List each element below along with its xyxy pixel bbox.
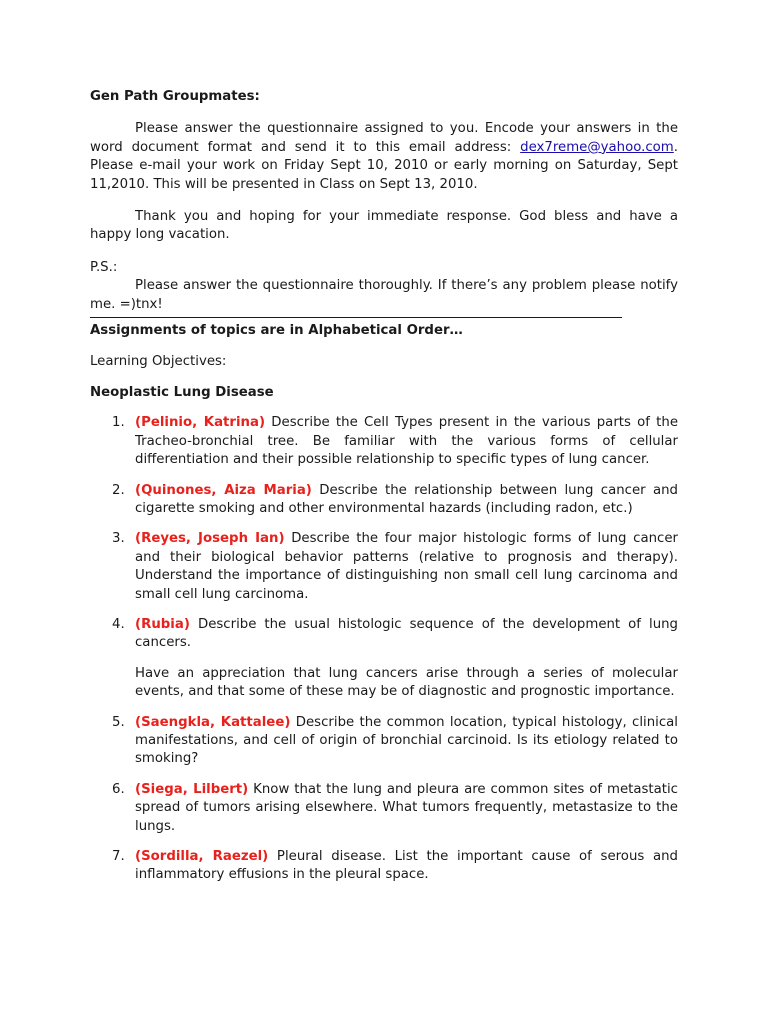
assignment-item — [90, 530, 678, 604]
item-number: 7. — [112, 849, 125, 864]
assignment-text: Describe the four major histologic forms of lung cancer and their biological behavior patterns (relative to prognosis and therapy). Understand the importance of distinguishing non small cell lung carcinoma and small cell lung carcinoma. — [135, 531, 678, 602]
assignment-item — [90, 616, 678, 702]
ps-label: P.S.: — [90, 259, 118, 275]
thanks-paragraph: Thank you and hoping for your immediate response. God bless and have a happy long vacation. — [90, 209, 678, 243]
assignment-text: Describe the common location, typical histology, clinical manifestations, and cell of origin of bronchial carcinoid. Is its etiology related to smoking? — [135, 714, 678, 767]
intro-text-before: Please answer the questionnaire assigned to you. Encode your answers in the word document format and send it to this email address: — [90, 121, 678, 155]
item-number: 6. — [112, 781, 125, 797]
assignee-name: (Siega, Lilbert) — [135, 781, 249, 797]
objectives-label: Learning Objectives: — [90, 354, 227, 370]
assignment-text: Describe the Cell Types present in the various parts of the Tracheo-bronchial tree. Be familiar with the various forms of cellular differentiation and their possible relationship to specific types of lung cancer. — [135, 415, 679, 468]
assignment-text: Pleural disease. List the important cause of serous and inflammatory effusions in the pleural space. — [135, 849, 678, 883]
item-number: 2. — [112, 482, 125, 498]
assignee-name: (Saengkla, Kattalee) — [135, 714, 291, 730]
assignment-item — [90, 714, 678, 769]
assignment-item — [90, 848, 678, 885]
intro-paragraph — [90, 120, 678, 194]
email-link[interactable]: dex7reme@yahoo.com — [520, 139, 674, 155]
assignee-name: (Rubia) — [135, 616, 190, 632]
item-number: 5. — [112, 714, 125, 730]
item-number: 4. — [112, 616, 125, 632]
greeting-heading: Gen Path Groupmates: — [90, 89, 260, 104]
assignment-text: Describe the relationship between lung cancer and cigarette smoking and other environmental hazards (including radon, etc.) — [135, 482, 678, 516]
assignment-item — [90, 482, 678, 519]
assignee-name: (Quinones, Aiza Maria) — [135, 482, 312, 498]
item-number: 1. — [112, 415, 125, 431]
topic-heading: Neoplastic Lung Disease — [90, 384, 274, 400]
assignment-extra-text: Have an appreciation that lung cancers arise through a series of molecular events, and that some of these may be of diagnostic and prognostic importance. — [135, 665, 678, 700]
section-heading: Assignments of topics are in Alphabetical Order… — [90, 323, 463, 339]
ps-paragraph: Please answer the questionnaire thoroughly. If there’s any problem please notify me. =)tnx! — [90, 278, 678, 312]
assignment-item — [90, 781, 678, 836]
assignment-text: Describe the usual histologic sequence of the development of lung cancers. — [135, 616, 678, 651]
assignee-name: (Reyes, Joseph Ian) — [135, 531, 285, 547]
horizontal-rule — [90, 317, 622, 318]
assignment-item — [90, 414, 678, 469]
intro-text-after: . Please e-mail your work on Friday Sept 10, 2010 or early morning on Saturday, Sept 11,2010. This will be presented in Class on Sept 13, 2010. — [90, 139, 678, 192]
assignment-text: Know that the lung and pleura are common sites of metastatic spread of tumors arising elsewhere. What tumors frequently, metastasize to the lungs. — [135, 781, 678, 834]
item-number: 3. — [112, 531, 125, 547]
assignee-name: (Sordilla, Raezel) — [135, 849, 269, 864]
assignment-list — [90, 414, 678, 885]
assignee-name: (Pelinio, Katrina) — [135, 415, 266, 431]
